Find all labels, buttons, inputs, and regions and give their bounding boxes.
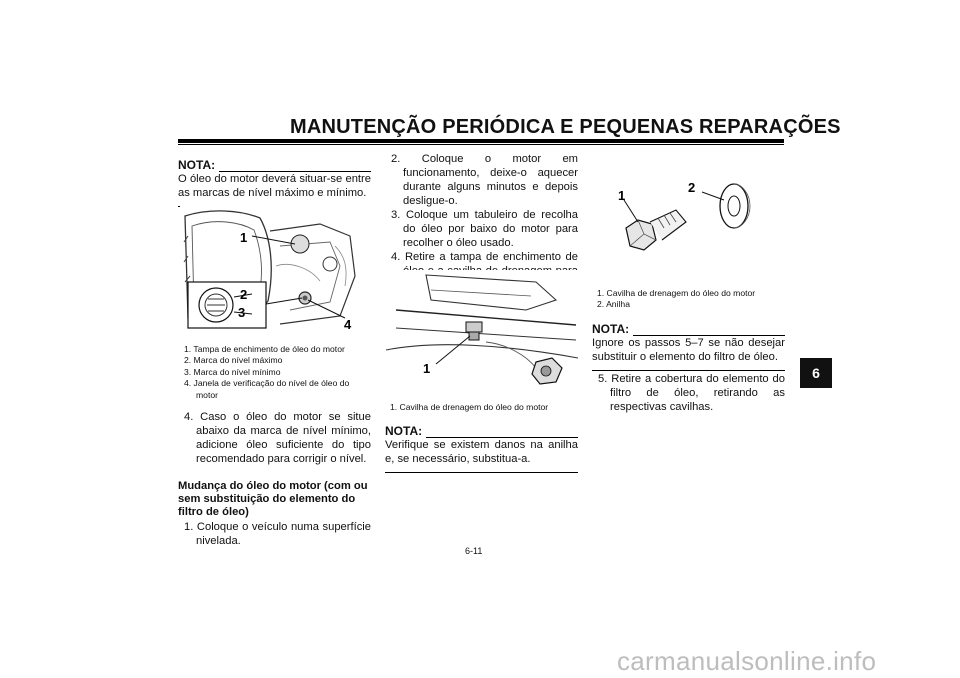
nota-text: Verifique se existem danos na anilha e, se necessário, substitua-a.: [385, 439, 578, 465]
drain-bolt-washer-figure: [592, 170, 784, 278]
column-1-body: [178, 410, 371, 548]
nota-heading: [592, 322, 785, 336]
step-2: 2. Coloque o motor em funcionamento, deixe-o aquecer durante alguns minutos e depois desligue-o.: [391, 153, 578, 207]
step-1: 1. Coloque o veículo numa superfície nivelada.: [184, 521, 371, 547]
engine-oil-level-figure: [180, 206, 373, 334]
step-4b: 4. Retire a tampa de enchimento de: [391, 251, 578, 263]
step-4: 4. Caso o óleo do motor se situe abaixo da marca de nível mínimo, adicione óleo suficiente do tipo recomendado para corrigir o nível.: [184, 411, 371, 465]
step-5: 5. Retire a cobertura do elemento do filtro de óleo, retirando as respectivas cavilhas.: [598, 373, 785, 413]
column-3-nota: [592, 322, 785, 371]
nota-text: O óleo do motor deverá situar-se entre as marcas de nível máximo e mínimo.: [178, 173, 371, 199]
caption-item: 3. Marca do nível mínimo: [184, 366, 281, 377]
section-heading: Mudança do óleo do motor (com ou sem substituição do elemento do filtro de óleo): [178, 480, 368, 518]
nota-text: Ignore os passos 5–7 se não desejar substituir o elemento do filtro de óleo.: [592, 337, 785, 363]
figure-1-captions: [184, 344, 370, 401]
figure-callout-1: 1: [423, 361, 431, 376]
column-2-nota: [385, 424, 578, 473]
figure-callout-4: 4: [344, 317, 352, 332]
column-1: [178, 158, 371, 207]
nota-heading: [178, 158, 371, 172]
nota-end-rule: [592, 370, 785, 371]
step-3: 3. Coloque um tabuleiro de recolha do óleo por baixo do motor para recolher o óleo usado.: [391, 209, 578, 249]
figure-callout-2: 2: [240, 287, 248, 302]
drain-bolt-figure: [386, 270, 578, 394]
nota-end-rule: [385, 472, 578, 473]
figure-3-captions: [597, 288, 783, 311]
page-title: MANUTENÇÃO PERIÓDICA E PEQUENAS REPARAÇÕES: [290, 116, 841, 138]
caption-item: 1. Cavilha de drenagem do óleo do motor: [390, 402, 549, 412]
caption-item: 2. Marca do nível máximo: [184, 355, 283, 366]
nota-heading: [385, 424, 578, 438]
nota-label: NOTA:: [592, 322, 630, 336]
header-rule-thin: [178, 144, 784, 145]
caption-item: 4. Janela de verificação do nível de óleo do motor: [184, 378, 350, 400]
figure-callout-2: 2: [688, 180, 696, 195]
figure-callout-3: 3: [238, 305, 246, 320]
caption-item: 2. Anilha: [597, 299, 630, 310]
figure-callout-1: 1: [618, 188, 626, 203]
caption-item: 1. Tampa de enchimento de óleo do motor: [184, 344, 345, 354]
nota-label: NOTA:: [178, 158, 216, 172]
watermark: carmanualsonline.info: [617, 646, 877, 676]
header-rule: [178, 139, 784, 143]
chapter-tab: 6: [800, 358, 832, 388]
figure-2-captions: [390, 402, 576, 413]
column-3-body: [592, 372, 785, 414]
caption-item: 1. Cavilha de drenagem do óleo do motor: [597, 288, 756, 298]
page-number: 6-11: [465, 546, 483, 556]
nota-label: NOTA:: [385, 424, 423, 438]
figure-callout-1: 1: [240, 230, 248, 245]
